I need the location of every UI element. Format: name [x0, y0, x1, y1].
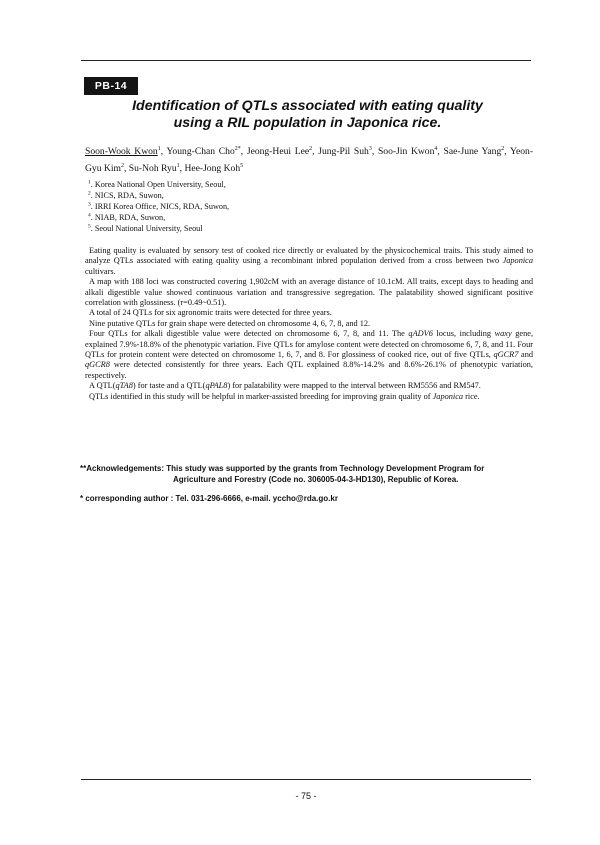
- title-line-1: Identification of QTLs associated with eating quality: [132, 98, 483, 114]
- affiliation-item: $^3$. IRRI Korea Office, NICS, RDA, Suwon,: [88, 201, 230, 211]
- affiliation-item: $^2$. NICS, RDA, Suwon,: [88, 190, 164, 200]
- author-affiliation-mark: 2: [501, 145, 505, 152]
- title-line-2: using a RIL population in Japonica rice.: [173, 115, 442, 131]
- author-name: Sae-June Yang: [443, 146, 502, 157]
- affiliation-list: [88, 180, 229, 235]
- bottom-rule: [81, 779, 531, 780]
- abstract-paragraph: A total of 24 QTLs for six agronomic traits were detected for three years.: [89, 308, 332, 318]
- author-affiliation-mark: 3: [368, 145, 372, 152]
- acknowledgements-line-2: Agriculture and Forestry (Code no. 306005-04-3-HD130), Republic of Korea.: [173, 475, 459, 484]
- author-affiliation-mark: 4: [434, 145, 438, 152]
- author-name: Soo-Jin Kwon: [377, 146, 435, 157]
- abstract-body: [85, 246, 533, 402]
- abstract-paragraph: A map with 188 loci was constructed covering 1,902cM with an average distance of 10.1cM. All traits, except days to heading and alkali digestible value showed continuous variation and transgressive segregation. The palatability showed significant positive correlation with glossiness. (r=0.49~0.51).: [85, 277, 533, 308]
- author-affiliation-mark: 5: [240, 162, 244, 169]
- author-name: Su-Noh Ryu: [128, 163, 177, 174]
- acknowledgements: [80, 463, 532, 485]
- author-affiliation-mark: 2: [120, 162, 124, 169]
- author-affiliation-mark: 1: [176, 162, 180, 169]
- page-number: - 75 -: [295, 791, 317, 801]
- corresponding-author: * corresponding author : Tel. 031-296-6666, e-mail. yccho@rda.go.kr: [80, 494, 338, 503]
- acknowledgements-line-1: **Acknowledgements: This study was supported by the grants from Technology Development Program for: [80, 464, 485, 473]
- abstract-paragraph: Eating quality is evaluated by sensory test of cooked rice directly or evaluated by the physicochemical traits. This study aimed to analyze QTLs associated with eating quality using a recombinant inbred population derived from a cross between two Japonica cultivars.: [85, 246, 533, 276]
- author-affiliation-mark: 2: [309, 145, 313, 152]
- author-name: Young-Chan Cho: [166, 146, 235, 157]
- author-affiliation-mark: 1: [157, 145, 161, 152]
- top-rule: [81, 60, 531, 61]
- author-list: Soon-Wook Kwon$^1$, Young-Chan Cho$^{2*}$, Jeong-Heui Lee$^2$, Jung-Pil Suh$^3$, Soo-Jin Kwon$^4$, Sae-June Yang$^2$, Yeon-Gyu Kim$^2$, Su-Noh Ryu$^1$, Hee-Jong Koh$^5$: [85, 145, 534, 174]
- author-name: Jeong-Heui Lee: [246, 146, 310, 157]
- affiliation-item: $^1$. Korea National Open University, Seoul,: [88, 179, 226, 189]
- paper-title: [85, 98, 530, 132]
- author-name: Hee-Jong Koh: [184, 163, 241, 174]
- abstract-paragraph: Four QTLs for alkali digestible value were detected on chromosome 6, 7, 8, and 11. The qADV6 locus, including waxy gene, explained 7.9%-18.8% of the phenotypic variation. Five QTLs for amylose content were detected on chromosome 6, 7, 8, and 11. Four QTLs for protein content were detected on chromosome 1, 6, 7, and 8. For glossiness of cooked rice, out of five QTLs, qGCR7 and qGCR8 were detected consistently for three years. Each QTL explained 8.8%-14.2% and 8.6%-26.1% of phenotypic variation, respectively.: [85, 329, 534, 380]
- author-name: Soon-Wook Kwon: [85, 146, 158, 157]
- abstract-paragraph: QTLs identified in this study will be helpful in marker-assisted breeding for improving grain quality of Japonica rice.: [89, 391, 480, 401]
- author-name: Jung-Pil Suh: [318, 146, 369, 157]
- abstract-paragraph: Nine putative QTLs for grain shape were detected on chromosome 4, 6, 7, 8, and 12.: [89, 318, 371, 328]
- author-affiliation-mark: 2*: [234, 145, 241, 152]
- affiliation-item: $^5$. Seoul National University, Seoul: [88, 222, 203, 233]
- author-name: Yeon-Gyu Kim: [85, 146, 534, 174]
- affiliation-item: $^4$. NIAB, RDA, Suwon,: [88, 211, 166, 222]
- poster-id-badge: PB-14: [84, 77, 138, 95]
- abstract-paragraph: A QTL(qTA8) for taste and a QTL(qPAL8) for palatability were mapped to the interval between RM5556 and RM547.: [89, 381, 481, 391]
